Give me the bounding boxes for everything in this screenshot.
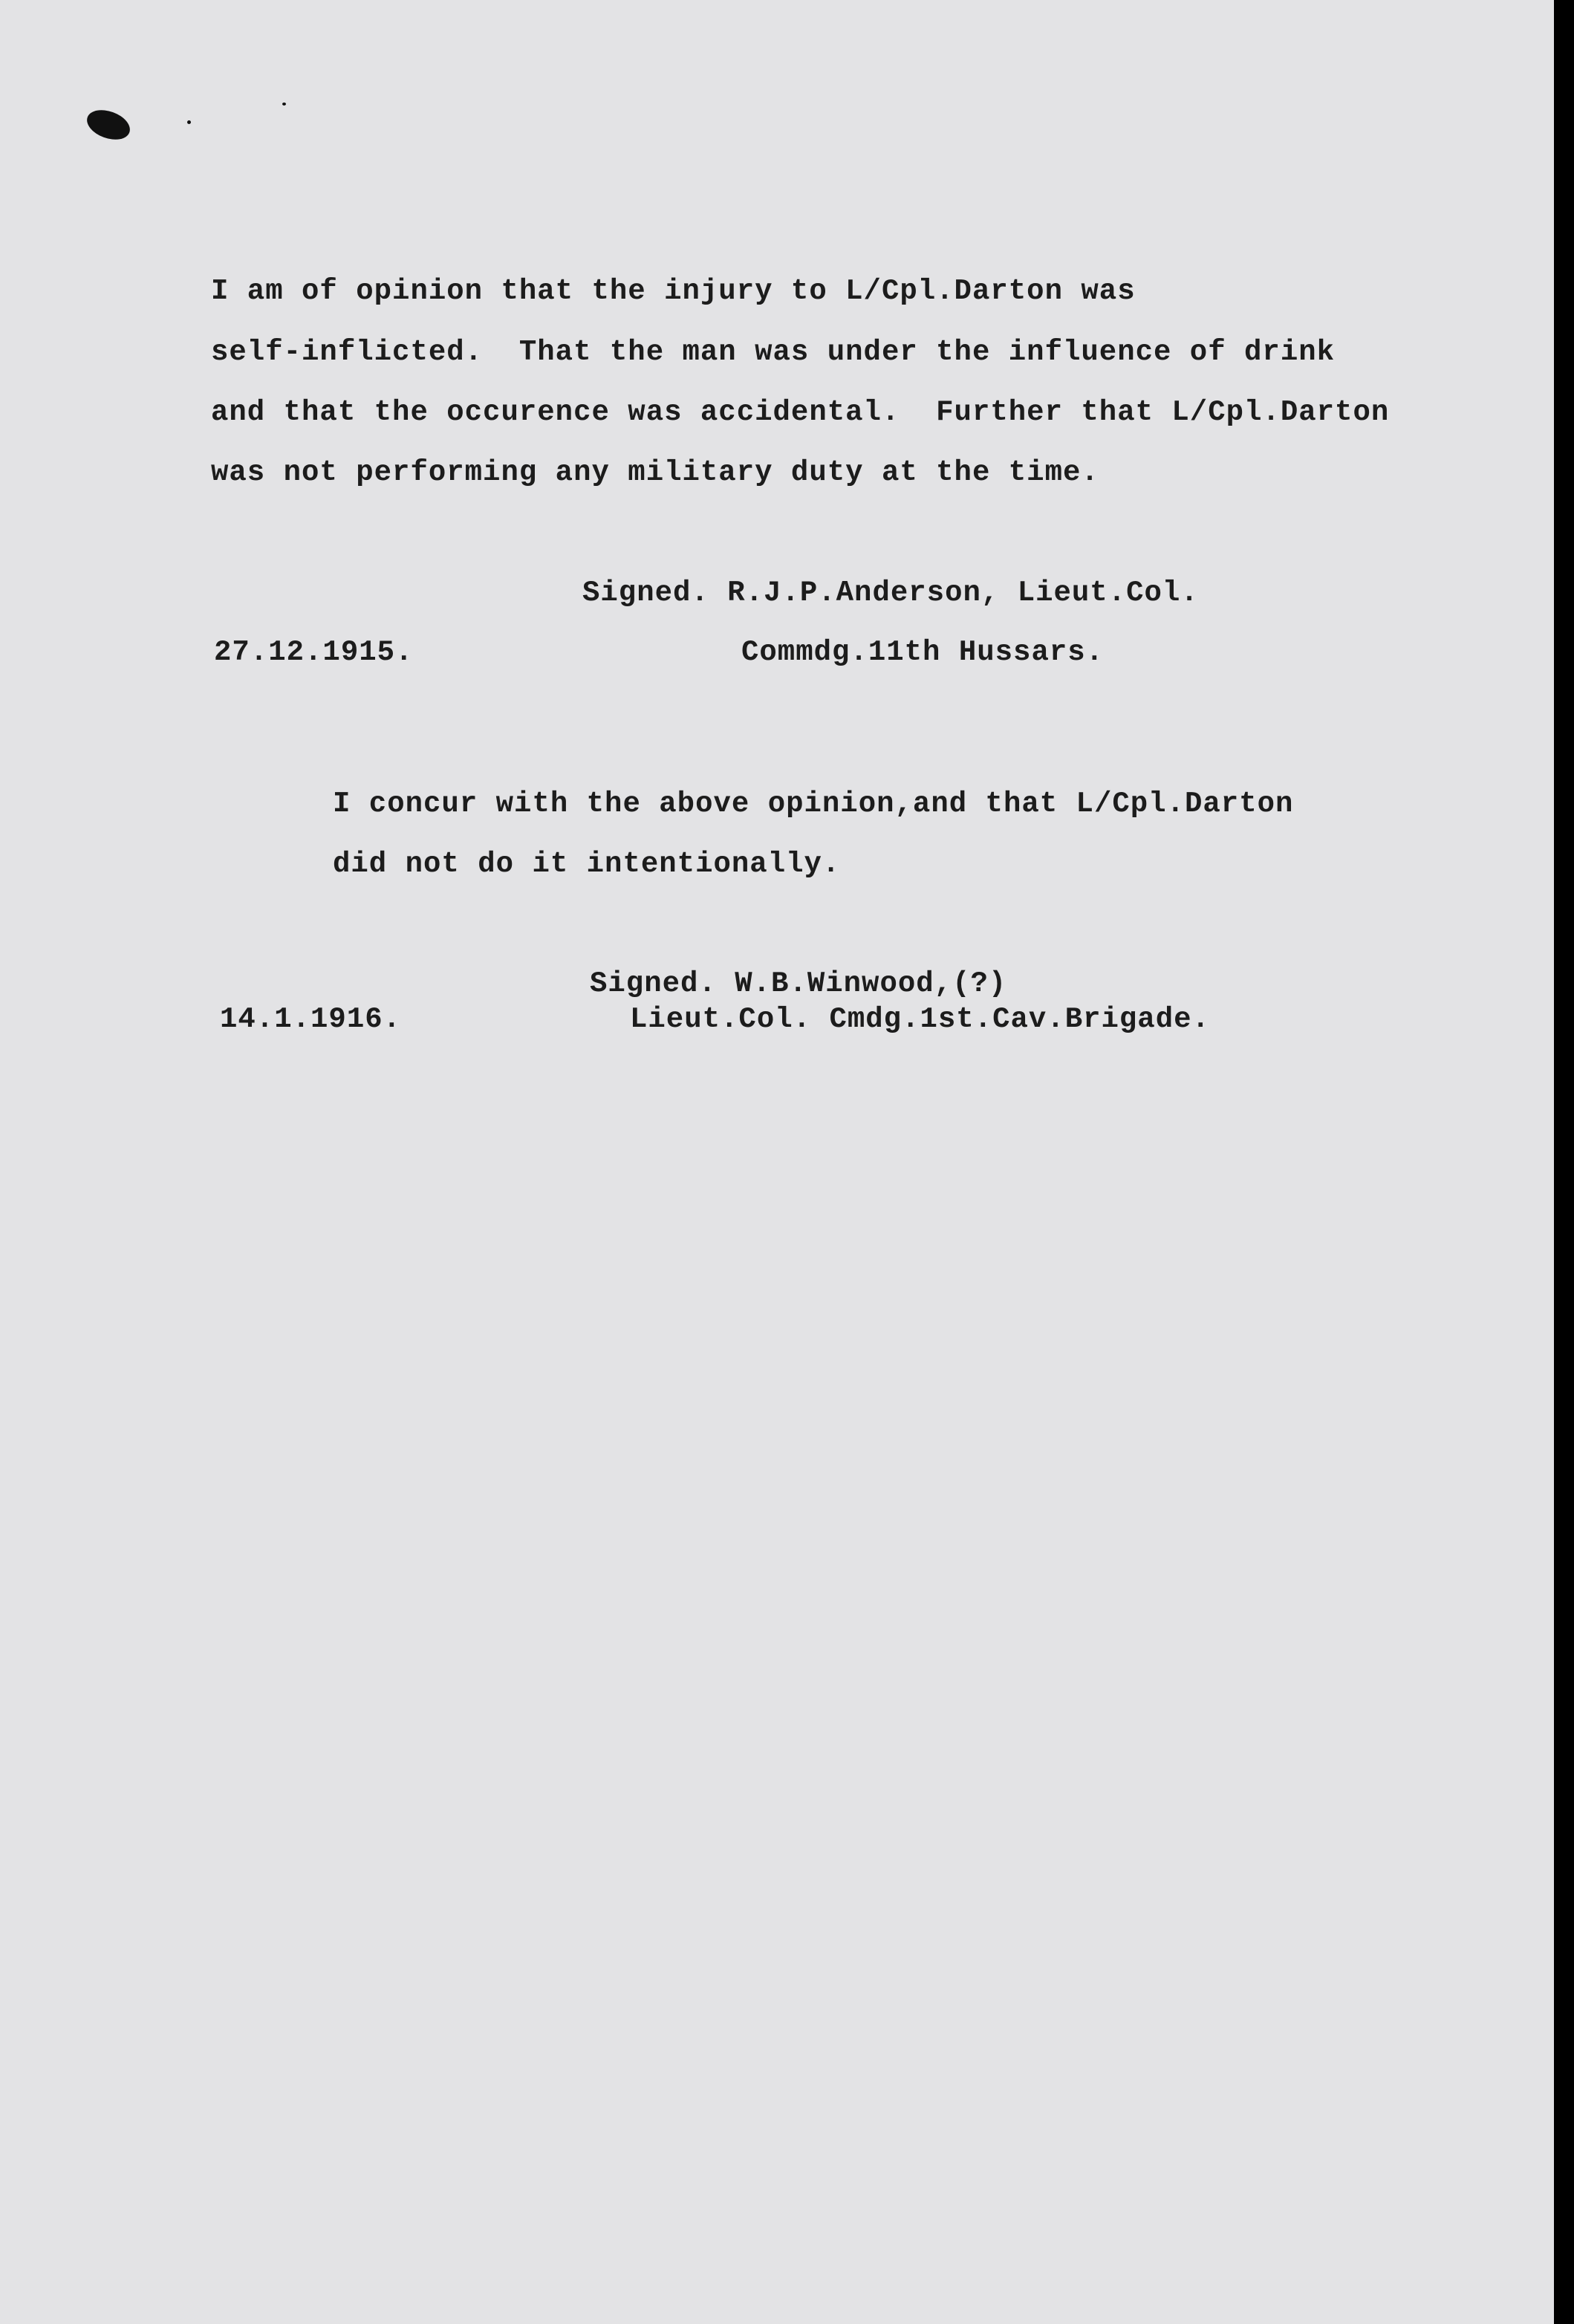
ink-speck	[282, 103, 286, 106]
scan-edge	[1554, 0, 1574, 2324]
ink-blot	[83, 105, 134, 145]
opinion-line-2: self-inflicted. That the man was under the influence of drink	[211, 336, 1336, 369]
opinion-line-1: I am of opinion that the injury to L/Cpl.Darton was	[211, 275, 1136, 308]
title-anderson: Commdg.11th Hussars.	[741, 636, 1105, 669]
date-1916: 14.1.1916.	[220, 1003, 402, 1036]
concur-line-2: did not do it intentionally.	[333, 848, 841, 880]
signature-anderson: Signed. R.J.P.Anderson, Lieut.Col.	[582, 577, 1199, 609]
concur-line-1: I concur with the above opinion,and that L/Cpl.Darton	[333, 788, 1294, 820]
opinion-line-4: was not performing any military duty at the time.	[211, 456, 1099, 489]
date-1915: 27.12.1915.	[214, 636, 414, 669]
ink-speck	[187, 120, 191, 124]
signature-winwood: Signed. W.B.Winwood,(?)	[590, 967, 1007, 1000]
title-winwood: Lieut.Col. Cmdg.1st.Cav.Brigade.	[630, 1003, 1210, 1036]
opinion-line-3: and that the occurence was accidental. Further that L/Cpl.Darton	[211, 396, 1390, 429]
